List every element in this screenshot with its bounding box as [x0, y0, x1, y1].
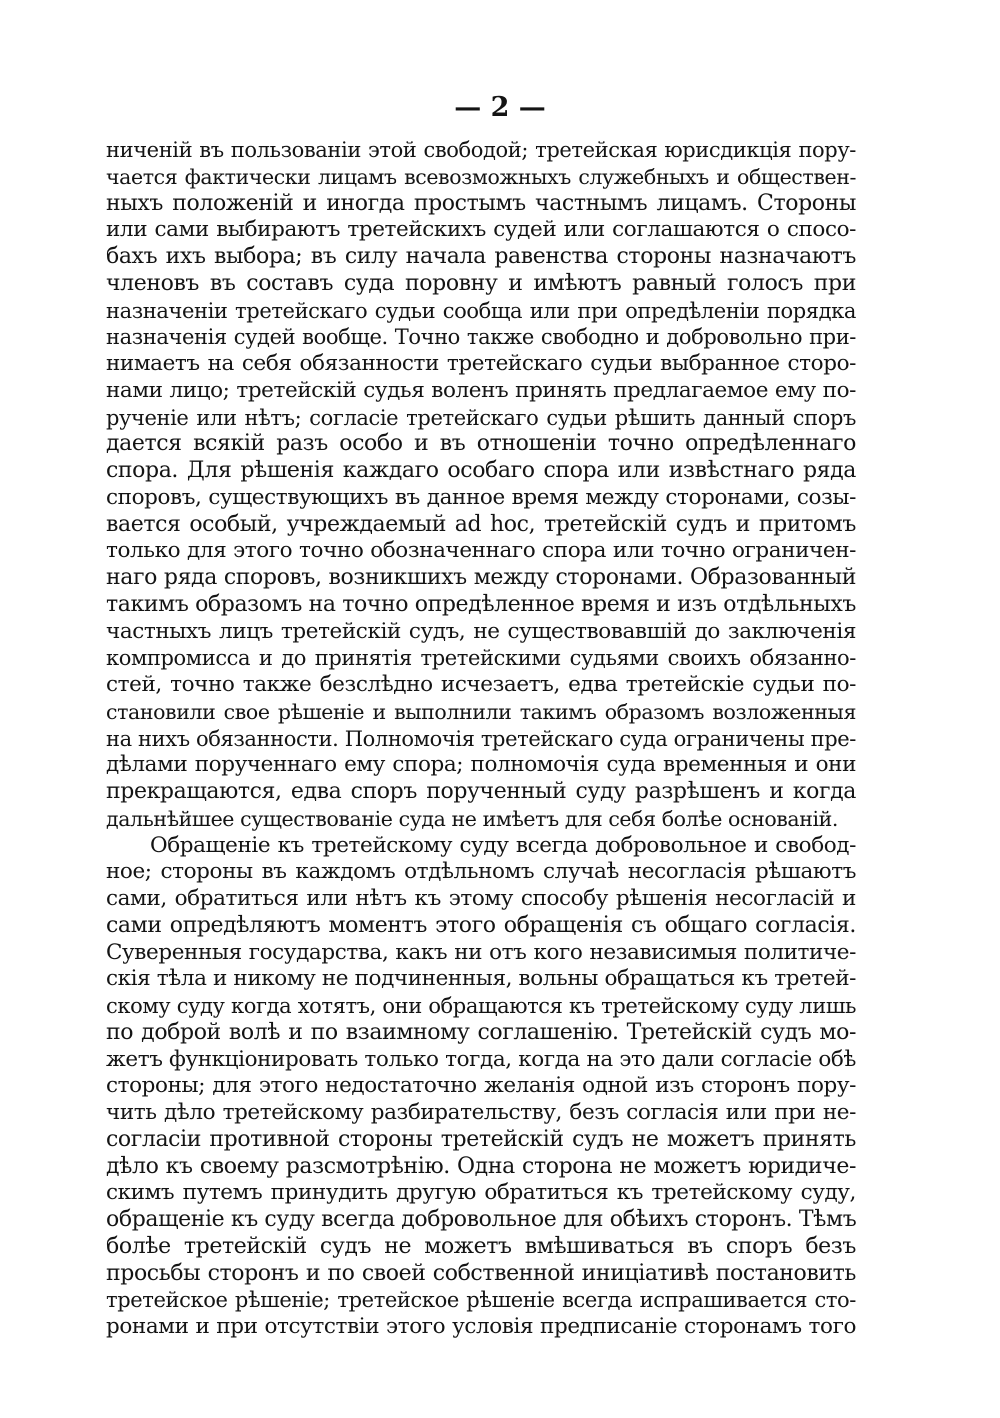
text-line: ниченій въ пользованіи этой свободой; третейская юрисдикція пору- — [106, 138, 856, 162]
text-line: ронами и при отсутствіи этого условія предписаніе сторонамъ того — [106, 1314, 856, 1339]
text-line: обращеніе къ суду всегда добровольное для обѣихъ сторонъ. Тѣмъ — [106, 1207, 856, 1232]
text-line: сами опредѣляютъ моментъ этого обращенія съ общаго согласія. — [106, 912, 856, 938]
text-line: споровъ, существующихъ въ данное время между сторонами, созы- — [106, 484, 856, 510]
text-line: ное; стороны въ каждомъ отдѣльномъ случаѣ несогласія рѣшаютъ — [106, 859, 856, 885]
text-line: частныхъ лицъ третейскій судъ, не существовавшій до заключенія — [106, 618, 856, 644]
text-line: рученіе или нѣтъ; согласіе третейскаго судьи рѣшить данный споръ — [106, 405, 856, 430]
text-line: скія тѣла и никому не подчиненныя, вольны обращаться къ третей- — [106, 966, 856, 992]
text-line: дается всякій разъ особо и въ отношеніи точно опредѣленнаго — [106, 431, 856, 457]
text-line: спора. Для рѣшенія каждаго особаго спора или извѣстнаго ряда — [106, 458, 856, 483]
text-line: бахъ ихъ выбора; въ силу начала равенства стороны назначаютъ — [106, 244, 856, 269]
text-line: стей, точно также безслѣдно исчезаетъ, едва третейскіе судьи по- — [106, 672, 856, 697]
text-line: только для этого точно обозначеннаго спора или точно ограничен- — [106, 538, 856, 564]
text-line: или сами выбираютъ третейскихъ судей или соглашаются о спосо- — [106, 217, 856, 243]
body-text — [106, 137, 856, 1341]
paragraph — [106, 137, 856, 833]
text-line: прекращаются, едва споръ порученный суду разрѣшенъ и когда — [106, 779, 856, 804]
text-line: такимъ образомъ на точно опредѣленное время и изъ отдѣльныхъ — [106, 591, 856, 617]
text-line: нимаетъ на себя обязанности третейскаго судьи выбранное сторо- — [106, 351, 856, 376]
text-line: наго ряда споровъ, возникшихъ между сторонами. Образованный — [106, 565, 856, 590]
text-line: назначеніи третейскаго судьи сообща или при опредѣленіи порядка — [106, 298, 856, 323]
text-line: нами лицо; третейскій судья воленъ принять предлагаемое ему по- — [106, 377, 856, 403]
text-line: назначенія судей вообще. Точно также свободно и добровольно при- — [106, 325, 856, 350]
text-line: болѣе третейскій судъ не можетъ вмѣшиваться въ споръ безъ — [106, 1233, 856, 1259]
text-line: ныхъ положеній и иногда простымъ частнымъ лицамъ. Стороны — [106, 190, 856, 216]
text-line: третейское рѣшеніе; третейское рѣшеніе всегда испрашивается сто- — [106, 1288, 856, 1313]
text-line: дѣлами порученнаго ему спора; полномочія суда временныя и они — [106, 752, 856, 778]
text-line: членовъ въ составъ суда поровну и имѣютъ равный голосъ при — [106, 270, 856, 296]
text-line: скимъ путемъ принудить другую обратиться къ третейскому суду, — [106, 1180, 856, 1206]
text-line: жетъ функціонировать только тогда, когда на это дали согласіе обѣ — [106, 1046, 856, 1072]
text-line: чается фактически лицамъ всевозможныхъ служебныхъ и обществен- — [106, 164, 856, 189]
text-line: дальнѣйшее существованіе суда не имѣетъ для себя болѣе основаній. — [106, 806, 839, 831]
text-line: скому суду когда хотятъ, они обращаются къ третейскому суду лишь — [106, 994, 856, 1018]
text-line: по доброй волѣ и по взаимному соглашенію. Третейскій судъ мо- — [106, 1019, 856, 1045]
page-number: — 2 — — [454, 92, 546, 123]
text-line: согласіи противной стороны третейскій судъ не можетъ принять — [106, 1126, 856, 1152]
paragraph — [106, 833, 856, 1341]
text-line: стороны; для этого недостаточно желанія одной изъ сторонъ пору- — [106, 1073, 856, 1099]
text-line: вается особый, учреждаемый ad hoc, третейскій судъ и притомъ — [106, 511, 856, 537]
text-line: дѣло къ своему разсмотрѣнію. Одна сторона не можетъ юридиче- — [106, 1153, 856, 1179]
text-line: Обращеніе къ третейскому суду всегда добровольное и свобод- — [150, 832, 856, 858]
text-line: Суверенныя государства, какъ ни отъ кого независимыя политиче- — [106, 939, 856, 965]
text-line: компромисса и до принятія третейскими судьями своихъ обязанно- — [106, 646, 856, 671]
text-line: становили свое рѣшеніе и выполнили такимъ образомъ возложенныя — [106, 699, 856, 724]
text-line: на нихъ обязанности. Полномочія третейскаго суда ограничены пре- — [106, 726, 856, 751]
text-line: просьбы сторонъ и по своей собственной иниціативѣ постановить — [106, 1260, 856, 1286]
text-line: сами, обратиться или нѣтъ къ этому способу рѣшенія несогласій и — [106, 886, 856, 911]
text-line: чить дѣло третейскому разбирательству, безъ согласія или при не- — [106, 1100, 856, 1125]
